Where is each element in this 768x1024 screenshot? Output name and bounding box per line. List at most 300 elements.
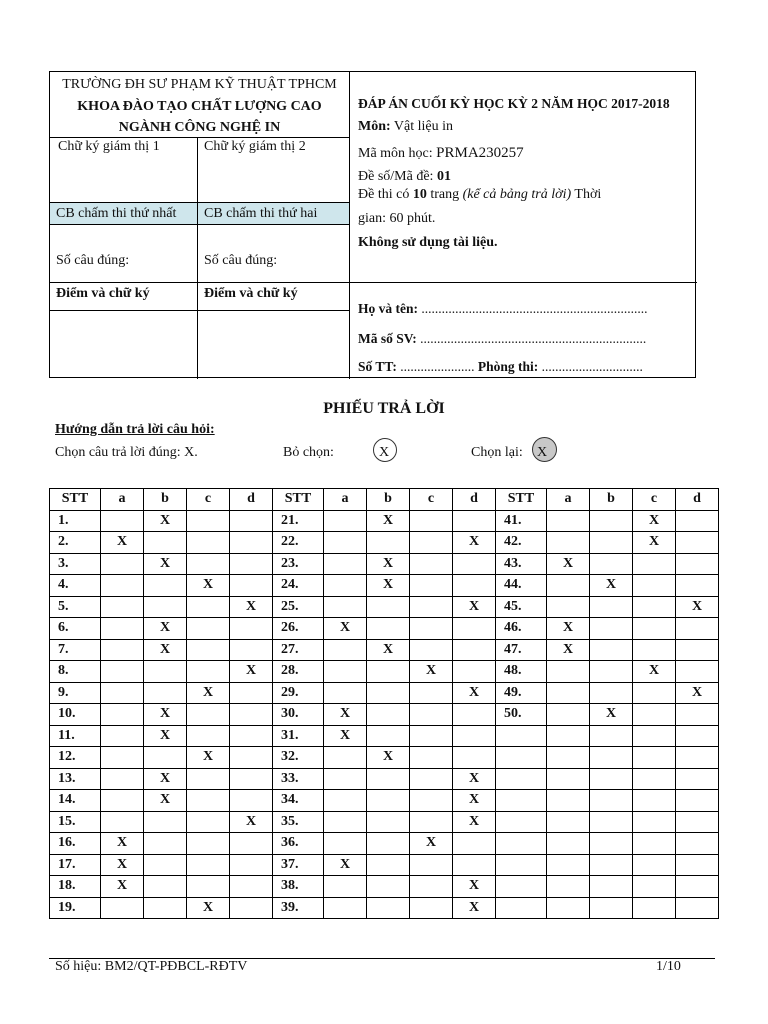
exam-code-line — [358, 169, 451, 185]
question-number-cell: 23. — [273, 553, 324, 575]
answer-cell — [230, 747, 273, 769]
question-number-cell: 2. — [50, 532, 101, 554]
answer-cell: X — [453, 790, 496, 812]
answer-cell: X — [367, 553, 410, 575]
answer-cell — [547, 811, 590, 833]
answer-cell: X — [633, 510, 676, 532]
answer-cell — [144, 596, 187, 618]
question-number-cell — [496, 876, 547, 898]
question-number-cell: 28. — [273, 661, 324, 683]
column-header: c — [410, 489, 453, 511]
duration: gian: 60 phút. — [358, 211, 436, 226]
answer-cell — [453, 833, 496, 855]
answer-cell — [367, 618, 410, 640]
answer-cell: X — [187, 897, 230, 919]
question-number-cell: 43. — [496, 553, 547, 575]
question-number-cell: 49. — [496, 682, 547, 704]
answer-cell — [367, 876, 410, 898]
answer-cell — [324, 811, 367, 833]
question-number-cell: 32. — [273, 747, 324, 769]
no-materials-note: Không sử dụng tài liệu. — [358, 235, 498, 250]
question-number-cell: 38. — [273, 876, 324, 898]
score-sign1-label: Điểm và chữ ký — [56, 286, 150, 301]
proctor2-label: Chữ ký giám thị 2 — [204, 139, 306, 154]
grader1-label: CB chấm thi thứ nhất — [56, 206, 177, 221]
guide-title: Hướng dẫn trả lời câu hỏi: — [55, 422, 215, 437]
answer-cell — [676, 833, 719, 855]
question-number-cell: 11. — [50, 725, 101, 747]
answer-cell: X — [187, 575, 230, 597]
answer-cell — [547, 833, 590, 855]
answer-cell: X — [547, 553, 590, 575]
answer-cell — [453, 510, 496, 532]
answer-cell: X — [453, 682, 496, 704]
column-header: STT — [273, 489, 324, 511]
answer-cell: X — [410, 833, 453, 855]
answer-cell — [101, 575, 144, 597]
exam-header-box — [49, 71, 696, 378]
answer-cell — [230, 790, 273, 812]
correct-count2-label: Số câu đúng: — [204, 253, 278, 268]
answer-cell — [187, 790, 230, 812]
answer-table — [49, 488, 719, 919]
answer-cell — [101, 661, 144, 683]
answer-cell — [633, 747, 676, 769]
table-row — [50, 854, 719, 876]
pages-prefix: Đề thi có — [358, 187, 413, 202]
answer-cell — [676, 639, 719, 661]
pages-note: (kể cả bảng trả lời) — [462, 187, 572, 202]
question-number-cell: 45. — [496, 596, 547, 618]
answer-cell — [324, 596, 367, 618]
answer-cell — [324, 768, 367, 790]
answer-cell — [324, 876, 367, 898]
answer-cell — [590, 854, 633, 876]
answer-cell — [633, 768, 676, 790]
question-number-cell: 31. — [273, 725, 324, 747]
answer-cell: X — [324, 618, 367, 640]
table-row — [50, 747, 719, 769]
unselect-mark: X — [379, 445, 390, 460]
answer-cell — [367, 897, 410, 919]
answer-cell: X — [144, 704, 187, 726]
question-number-cell: 50. — [496, 704, 547, 726]
answer-cell — [547, 768, 590, 790]
answer-cell — [453, 618, 496, 640]
answer-cell — [101, 747, 144, 769]
question-number-cell: 15. — [50, 811, 101, 833]
answer-cell — [187, 596, 230, 618]
answer-cell — [101, 639, 144, 661]
answer-cell — [144, 811, 187, 833]
answer-cell — [676, 575, 719, 597]
answer-cell — [590, 682, 633, 704]
answer-cell: X — [410, 661, 453, 683]
answer-cell — [101, 704, 144, 726]
answer-cell — [676, 661, 719, 683]
answer-cell — [453, 553, 496, 575]
column-header: STT — [50, 489, 101, 511]
answer-cell: X — [453, 811, 496, 833]
room-field: .............................. — [538, 359, 643, 374]
answer-cell — [230, 618, 273, 640]
answer-cell — [410, 725, 453, 747]
answer-cell — [410, 553, 453, 575]
faculty-name: KHOA ĐÀO TẠO CHẤT LƯỢNG CAO — [77, 99, 322, 114]
grader2-label: CB chấm thi thứ hai — [204, 206, 318, 221]
answer-cell — [230, 897, 273, 919]
answer-cell — [367, 854, 410, 876]
answer-cell — [187, 639, 230, 661]
answer-cell — [187, 510, 230, 532]
student-id-line — [358, 331, 646, 347]
answer-cell — [144, 833, 187, 855]
answer-cell — [633, 639, 676, 661]
answer-cell: X — [144, 553, 187, 575]
answer-cell — [324, 682, 367, 704]
question-number-cell: 39. — [273, 897, 324, 919]
table-row — [50, 553, 719, 575]
table-row — [50, 897, 719, 919]
answer-cell — [187, 876, 230, 898]
answer-cell — [101, 596, 144, 618]
document-code: Số hiệu: BM2/QT-PĐBCL-RĐTV — [55, 959, 248, 974]
answer-cell — [230, 575, 273, 597]
answer-cell: X — [144, 790, 187, 812]
choose-instruction: Chọn câu trả lời đúng: X. — [55, 445, 198, 460]
answer-cell — [410, 618, 453, 640]
pages-line — [358, 187, 601, 203]
seq-room-line — [358, 359, 643, 375]
answer-cell — [410, 639, 453, 661]
question-number-cell: 30. — [273, 704, 324, 726]
answer-cell — [230, 532, 273, 554]
answer-cell — [676, 704, 719, 726]
question-number-cell: 19. — [50, 897, 101, 919]
answer-cell — [633, 854, 676, 876]
answer-cell: X — [230, 596, 273, 618]
answer-cell — [230, 854, 273, 876]
proctor1-label: Chữ ký giám thị 1 — [58, 139, 160, 154]
answer-cell — [144, 854, 187, 876]
answer-cell — [324, 747, 367, 769]
answer-cell — [453, 747, 496, 769]
answer-cell — [101, 811, 144, 833]
answer-cell: X — [367, 639, 410, 661]
column-header: d — [230, 489, 273, 511]
answer-cell — [367, 532, 410, 554]
answer-cell — [547, 661, 590, 683]
column-header: b — [590, 489, 633, 511]
answer-cell — [590, 510, 633, 532]
question-number-cell — [496, 790, 547, 812]
answer-cell — [101, 725, 144, 747]
question-number-cell: 37. — [273, 854, 324, 876]
answer-cell — [633, 682, 676, 704]
student-name-label: Họ và tên: — [358, 301, 418, 316]
answer-cell — [676, 854, 719, 876]
table-row — [50, 833, 719, 855]
question-number-cell: 42. — [496, 532, 547, 554]
answer-cell — [230, 876, 273, 898]
answer-cell — [590, 532, 633, 554]
answer-cell — [633, 618, 676, 640]
answer-cell — [187, 811, 230, 833]
student-name-field: ................................................................... — [418, 301, 648, 316]
answer-cell — [367, 768, 410, 790]
subject-label: Môn: — [358, 119, 391, 134]
answer-cell — [676, 553, 719, 575]
answer-cell — [633, 790, 676, 812]
answer-cell — [633, 876, 676, 898]
answer-cell — [547, 682, 590, 704]
table-header-row — [50, 489, 719, 511]
answer-cell — [590, 833, 633, 855]
question-number-cell: 18. — [50, 876, 101, 898]
answer-cell — [324, 575, 367, 597]
question-number-cell: 8. — [50, 661, 101, 683]
table-row — [50, 768, 719, 790]
answer-cell — [676, 747, 719, 769]
answer-cell: X — [367, 747, 410, 769]
answer-cell — [324, 532, 367, 554]
question-number-cell: 48. — [496, 661, 547, 683]
answer-cell — [101, 553, 144, 575]
subject-value: Vật liệu in — [390, 119, 454, 134]
table-row — [50, 682, 719, 704]
answer-cell: X — [101, 854, 144, 876]
answer-cell — [453, 639, 496, 661]
answer-cell: X — [187, 682, 230, 704]
question-number-cell: 1. — [50, 510, 101, 532]
question-number-cell: 6. — [50, 618, 101, 640]
answer-cell — [187, 725, 230, 747]
column-header: a — [101, 489, 144, 511]
question-number-cell — [496, 833, 547, 855]
answer-cell: X — [547, 639, 590, 661]
answer-cell — [453, 575, 496, 597]
question-number-cell: 44. — [496, 575, 547, 597]
answer-cell — [547, 725, 590, 747]
answer-cell — [676, 510, 719, 532]
question-number-cell: 10. — [50, 704, 101, 726]
answer-cell — [453, 854, 496, 876]
answer-cell — [547, 790, 590, 812]
answer-cell: X — [633, 532, 676, 554]
answer-cell: X — [367, 575, 410, 597]
answer-cell — [230, 639, 273, 661]
answer-cell — [410, 768, 453, 790]
column-header: a — [324, 489, 367, 511]
seq-field: ...................... — [396, 359, 475, 374]
answer-cell: X — [676, 682, 719, 704]
question-number-cell: 14. — [50, 790, 101, 812]
answer-cell: X — [230, 811, 273, 833]
answer-cell: X — [590, 575, 633, 597]
answer-cell — [144, 897, 187, 919]
answer-cell — [633, 575, 676, 597]
answer-cell — [547, 897, 590, 919]
answer-cell — [547, 876, 590, 898]
table-row — [50, 704, 719, 726]
exam-code-value: 01 — [436, 169, 451, 184]
answer-cell — [187, 618, 230, 640]
school-name: TRƯỜNG ĐH SƯ PHẠM KỸ THUẬT TPHCM — [62, 77, 337, 92]
table-row — [50, 575, 719, 597]
question-number-cell: 33. — [273, 768, 324, 790]
question-number-cell — [496, 897, 547, 919]
course-code-line — [358, 145, 524, 162]
question-number-cell: 17. — [50, 854, 101, 876]
question-number-cell — [496, 725, 547, 747]
table-row — [50, 618, 719, 640]
answer-cell — [547, 704, 590, 726]
table-row — [50, 639, 719, 661]
answer-cell — [101, 618, 144, 640]
answer-cell: X — [324, 854, 367, 876]
answer-cell — [633, 897, 676, 919]
answer-cell: X — [633, 661, 676, 683]
question-number-cell: 26. — [273, 618, 324, 640]
answer-cell: X — [230, 661, 273, 683]
pages-suffix: Thời — [571, 187, 602, 202]
answer-cell — [324, 897, 367, 919]
course-code-value: PRMA230257 — [436, 145, 524, 161]
answer-cell — [676, 532, 719, 554]
answer-cell: X — [676, 596, 719, 618]
department-name: NGÀNH CÔNG NGHỆ IN — [118, 120, 281, 135]
student-id-field: ................................................................... — [416, 331, 647, 346]
answer-cell — [676, 790, 719, 812]
question-number-cell: 27. — [273, 639, 324, 661]
table-row — [50, 596, 719, 618]
answer-cell — [144, 661, 187, 683]
answer-cell — [144, 876, 187, 898]
answer-cell — [324, 661, 367, 683]
answer-cell: X — [590, 704, 633, 726]
question-number-cell: 3. — [50, 553, 101, 575]
answer-cell — [144, 575, 187, 597]
answer-cell — [187, 833, 230, 855]
question-number-cell: 12. — [50, 747, 101, 769]
answer-cell: X — [453, 768, 496, 790]
seq-label: Số TT: — [358, 359, 397, 374]
answer-cell — [410, 897, 453, 919]
answer-cell — [633, 725, 676, 747]
answer-cell — [187, 661, 230, 683]
answer-cell: X — [547, 618, 590, 640]
answer-cell — [590, 639, 633, 661]
answer-cell — [324, 639, 367, 661]
answer-cell — [590, 553, 633, 575]
question-number-cell: 21. — [273, 510, 324, 532]
pages-count: 10 — [412, 187, 427, 202]
answer-cell — [324, 553, 367, 575]
answer-cell — [590, 876, 633, 898]
answer-cell — [144, 747, 187, 769]
answer-cell — [676, 768, 719, 790]
column-header: d — [676, 489, 719, 511]
answer-cell — [590, 747, 633, 769]
answer-cell — [367, 833, 410, 855]
answer-cell — [101, 897, 144, 919]
answer-cell — [410, 682, 453, 704]
score-sign2-label: Điểm và chữ ký — [204, 286, 298, 301]
table-row — [50, 790, 719, 812]
answer-cell — [367, 811, 410, 833]
answer-cell — [367, 725, 410, 747]
answer-cell — [633, 811, 676, 833]
answer-cell — [324, 790, 367, 812]
unselect-instruction: Bỏ chọn: — [283, 445, 334, 460]
answer-cell: X — [324, 725, 367, 747]
answer-cell — [230, 553, 273, 575]
answer-cell — [187, 704, 230, 726]
answer-cell: X — [144, 510, 187, 532]
answer-cell: X — [144, 618, 187, 640]
question-number-cell: 16. — [50, 833, 101, 855]
answer-cell — [410, 854, 453, 876]
answer-cell — [101, 768, 144, 790]
subject-line — [358, 119, 453, 135]
answer-cell: X — [101, 833, 144, 855]
question-number-cell: 5. — [50, 596, 101, 618]
reselect-mark: X — [537, 445, 548, 460]
question-number-cell: 25. — [273, 596, 324, 618]
question-number-cell — [496, 854, 547, 876]
answer-cell: X — [324, 704, 367, 726]
answer-cell: X — [453, 596, 496, 618]
table-row — [50, 725, 719, 747]
answer-cell — [590, 618, 633, 640]
answer-cell — [410, 876, 453, 898]
answer-cell — [590, 725, 633, 747]
answer-cell — [410, 747, 453, 769]
answer-cell — [633, 704, 676, 726]
answer-cell — [187, 768, 230, 790]
answer-cell: X — [101, 876, 144, 898]
answer-cell — [410, 704, 453, 726]
column-header: a — [547, 489, 590, 511]
answer-cell — [633, 596, 676, 618]
answer-cell — [590, 661, 633, 683]
answer-cell — [230, 725, 273, 747]
answer-cell — [453, 725, 496, 747]
answer-cell — [144, 682, 187, 704]
answer-cell — [144, 532, 187, 554]
question-number-cell: 7. — [50, 639, 101, 661]
answer-cell — [230, 704, 273, 726]
question-number-cell — [496, 747, 547, 769]
answer-cell — [230, 833, 273, 855]
answer-cell: X — [367, 510, 410, 532]
answer-cell — [187, 532, 230, 554]
question-number-cell: 41. — [496, 510, 547, 532]
question-number-cell — [496, 811, 547, 833]
room-label: Phòng thi: — [474, 359, 539, 374]
table-row — [50, 532, 719, 554]
answer-cell: X — [144, 725, 187, 747]
student-id-label: Mã số SV: — [358, 331, 417, 346]
answer-cell: X — [187, 747, 230, 769]
answer-cell — [367, 682, 410, 704]
answer-cell — [676, 876, 719, 898]
answer-cell — [676, 897, 719, 919]
answer-cell — [101, 510, 144, 532]
answer-cell — [590, 790, 633, 812]
question-number-cell: 35. — [273, 811, 324, 833]
answer-cell — [410, 790, 453, 812]
